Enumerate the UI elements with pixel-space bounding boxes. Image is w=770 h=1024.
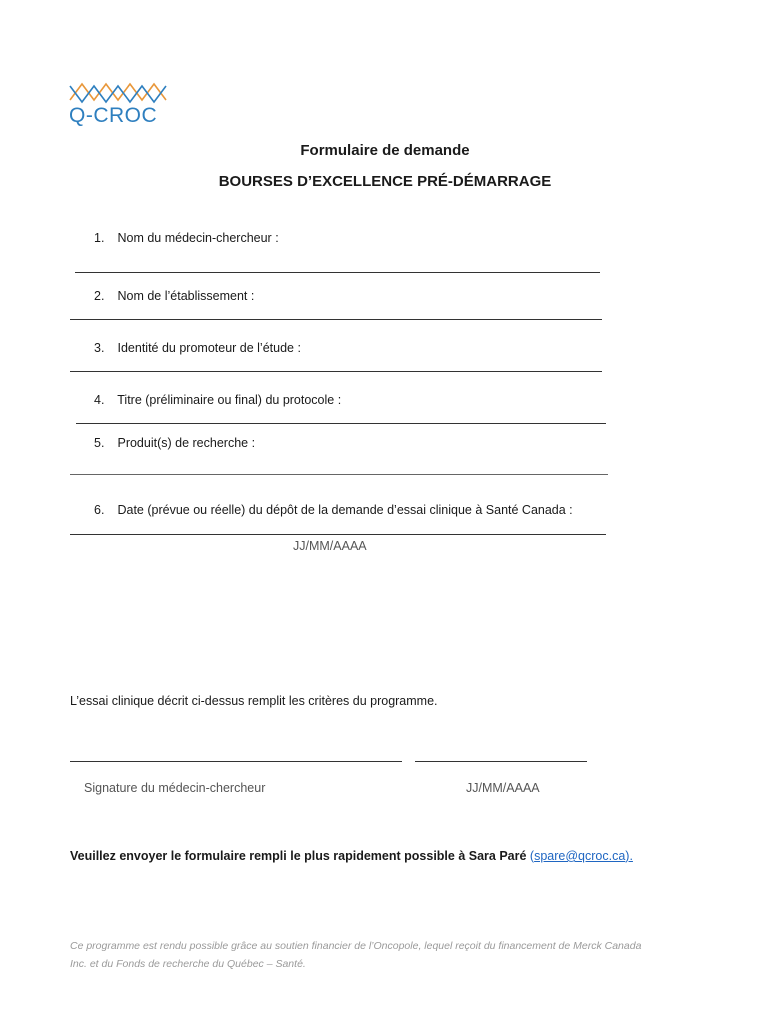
question-number: 2. xyxy=(94,289,105,303)
signature-label: Signature du médecin-chercheur xyxy=(84,781,266,795)
funding-footer xyxy=(70,937,710,973)
question-label: Nom de l’établissement : xyxy=(117,289,255,303)
question-4 xyxy=(94,393,341,407)
qcroc-logo xyxy=(68,74,168,130)
send-instruction xyxy=(70,849,633,863)
signature-date-line[interactable] xyxy=(415,761,587,762)
question-number: 6. xyxy=(94,503,105,517)
eligibility-statement: L’essai clinique décrit ci-dessus remplit les critères du programme. xyxy=(70,694,438,708)
question-5 xyxy=(94,436,255,450)
signature-date-label: JJ/MM/AAAA xyxy=(466,781,540,795)
question-number: 4. xyxy=(94,393,105,407)
email-close-paren: ). xyxy=(625,849,633,863)
question-label: Produit(s) de recherche : xyxy=(117,436,256,450)
question-6 xyxy=(94,503,573,517)
question-label: Identité du promoteur de l’étude : xyxy=(117,341,301,355)
question-label: Titre (préliminaire ou final) du protocole : xyxy=(117,393,342,407)
form-title: Formulaire de demande xyxy=(300,142,470,159)
question-number: 3. xyxy=(94,341,105,355)
question-3 xyxy=(94,341,301,355)
form-subtitle: BOURSES D’EXCELLENCE PRÉ-DÉMARRAGE xyxy=(218,173,552,190)
question-number: 1. xyxy=(94,231,105,245)
answer-line-3[interactable] xyxy=(70,371,602,372)
logo-wave-icon xyxy=(68,74,168,106)
answer-line-2[interactable] xyxy=(70,319,602,320)
answer-line-5[interactable] xyxy=(70,474,608,475)
email-link[interactable]: spare@qcroc.ca xyxy=(534,849,626,863)
date-format-hint: JJ/MM/AAAA xyxy=(293,539,367,553)
question-1 xyxy=(94,231,279,245)
email-open-paren: ( xyxy=(529,849,535,863)
answer-line-6[interactable] xyxy=(70,534,606,535)
question-number: 5. xyxy=(94,436,105,450)
answer-line-1[interactable] xyxy=(75,272,600,273)
answer-line-4[interactable] xyxy=(76,423,606,424)
logo-text: Q-CROC xyxy=(69,104,158,127)
question-label: Date (prévue ou réelle) du dépôt de la demande d’essai clinique à Santé Canada : xyxy=(117,503,573,517)
question-label: Nom du médecin-chercheur : xyxy=(117,231,279,245)
footer-line-2: Inc. et du Fonds de recherche du Québec – Santé. xyxy=(70,958,306,970)
question-2 xyxy=(94,289,254,303)
footer-line-1: Ce programme est rendu possible grâce au soutien financier de l’Oncopole, lequel reçoit du financement de Merck Canada xyxy=(70,940,642,952)
send-instruction-text: Veuillez envoyer le formulaire rempli le plus rapidement possible à Sara Paré xyxy=(70,849,527,863)
signature-line[interactable] xyxy=(70,761,402,762)
